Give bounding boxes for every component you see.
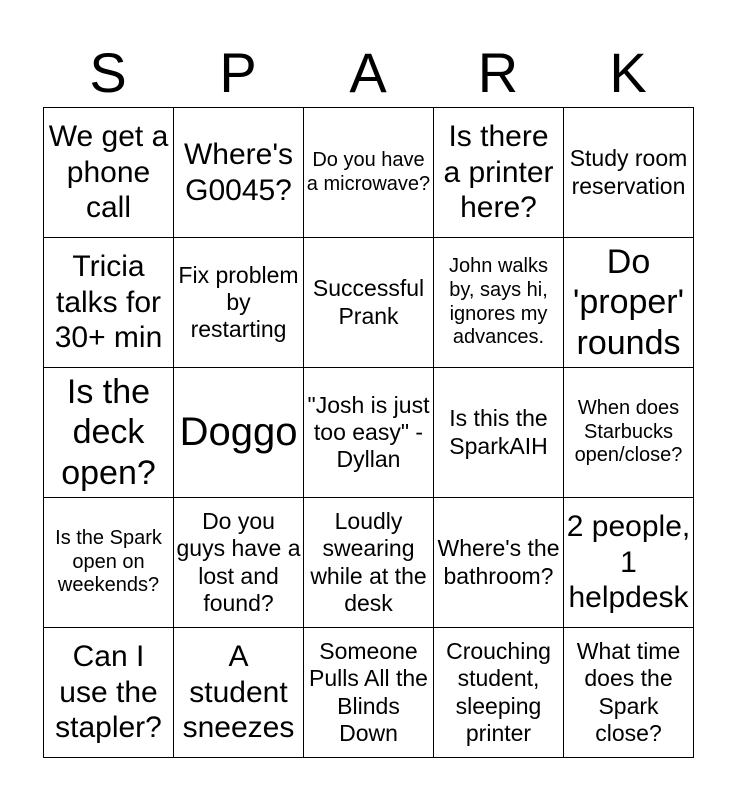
- bingo-cell[interactable]: A student sneezes: [174, 628, 304, 758]
- bingo-cell[interactable]: Crouching student, sleeping printer: [434, 628, 564, 758]
- bingo-cell[interactable]: John walks by, says hi, ignores my advances.: [434, 238, 564, 368]
- bingo-cell[interactable]: Where's G0045?: [174, 108, 304, 238]
- bingo-row: [44, 498, 694, 628]
- bingo-cell[interactable]: Tricia talks for 30+ min: [44, 238, 174, 368]
- bingo-cell[interactable]: Is the deck open?: [44, 368, 174, 498]
- bingo-cell[interactable]: Doggo: [174, 368, 304, 498]
- header-letter-r: R: [477, 41, 519, 104]
- bingo-cell[interactable]: We get a phone call: [44, 108, 174, 238]
- bingo-cell[interactable]: Someone Pulls All the Blinds Down: [304, 628, 434, 758]
- bingo-grid: [43, 107, 694, 758]
- bingo-cell[interactable]: Fix problem by restarting: [174, 238, 304, 368]
- bingo-row: [44, 108, 694, 238]
- bingo-cell[interactable]: Successful Prank: [304, 238, 434, 368]
- header-letter-p: P: [219, 41, 257, 104]
- bingo-cell[interactable]: What time does the Spark close?: [564, 628, 694, 758]
- bingo-cell[interactable]: Where's the bathroom?: [434, 498, 564, 628]
- bingo-row: [44, 368, 694, 498]
- bingo-header: [43, 40, 693, 106]
- header-letter-s: S: [89, 41, 127, 104]
- bingo-cell[interactable]: Do you have a microwave?: [304, 108, 434, 238]
- bingo-row: [44, 628, 694, 758]
- header-letter-a: A: [349, 41, 387, 104]
- bingo-cell[interactable]: Study room reservation: [564, 108, 694, 238]
- bingo-cell[interactable]: Do you guys have a lost and found?: [174, 498, 304, 628]
- bingo-cell[interactable]: Is this the SparkAIH: [434, 368, 564, 498]
- bingo-cell[interactable]: Is the Spark open on weekends?: [44, 498, 174, 628]
- bingo-cell[interactable]: Do 'proper' rounds: [564, 238, 694, 368]
- bingo-cell[interactable]: Can I use the stapler?: [44, 628, 174, 758]
- bingo-cell[interactable]: "Josh is just too easy" -Dyllan: [304, 368, 434, 498]
- bingo-cell[interactable]: Loudly swearing while at the desk: [304, 498, 434, 628]
- bingo-cell[interactable]: Is there a printer here?: [434, 108, 564, 238]
- bingo-cell[interactable]: 2 people, 1 helpdesk: [564, 498, 694, 628]
- header-letter-k: K: [609, 41, 647, 104]
- bingo-cell[interactable]: When does Starbucks open/close?: [564, 368, 694, 498]
- bingo-row: [44, 238, 694, 368]
